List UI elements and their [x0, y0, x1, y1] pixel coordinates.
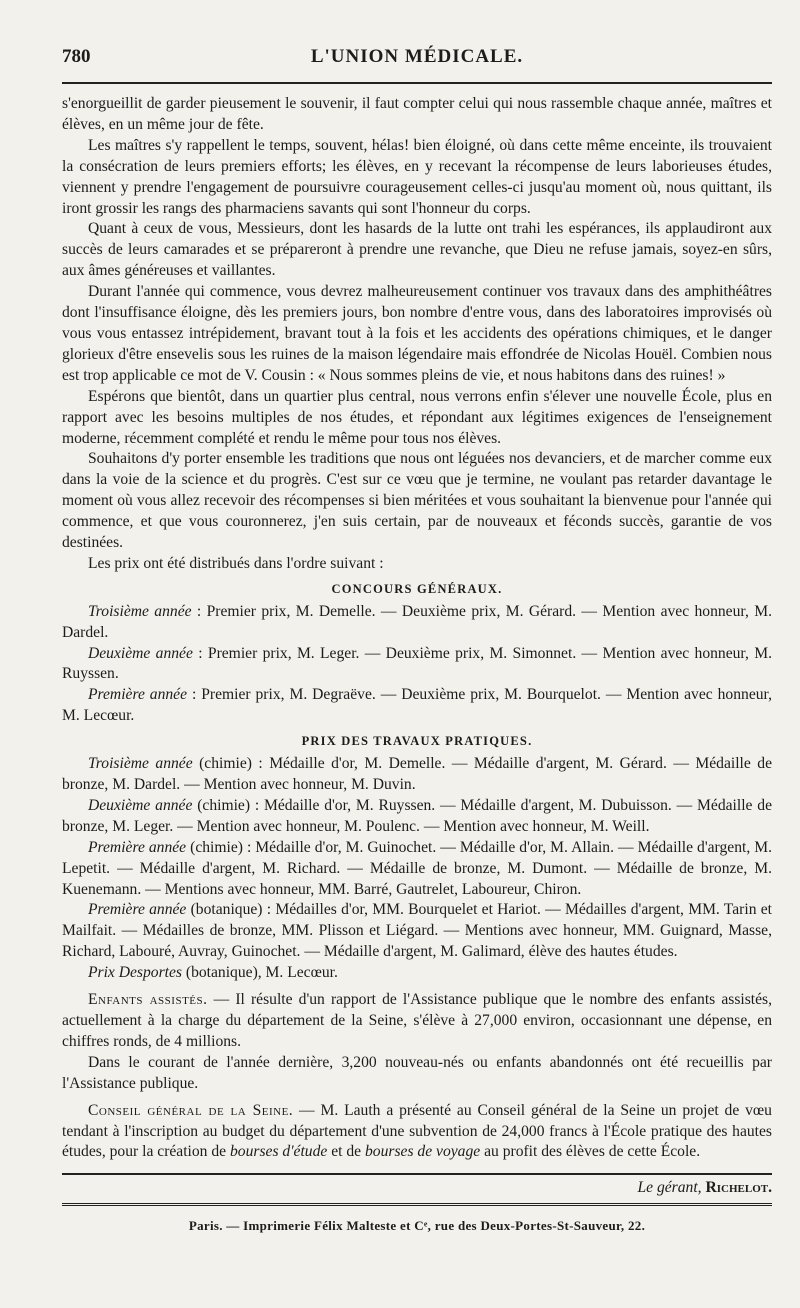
paragraph: Souhaitons d'y porter ensemble les traditions que nous ont léguées nos devanciers, et de marcher comme eux dans la voie de la science et du progrès. C'est sur ce vœu que je termine, ne voulant pas retarder davantage le moment où vous allez recevoir des récompenses si bien méritées et vous souhaitant la bienvenue pour l'année qui commence, et que vous couronnerez, j'en suis certain, par de nouveaux et féconds succès, garantie de vos destinées. — [62, 450, 772, 552]
paragraph: Espérons que bientôt, dans un quartier plus central, nous verrons enfin s'élever une nouvelle École, plus en rapport avec les besoins multiples de nos études, et répondant aux légitimes exigences de l'enseignement moderne, récemment complété et rendu le même pour tous nos élèves. — [62, 387, 772, 447]
news-lead: Conseil général de la Seine. — [88, 1101, 294, 1119]
paragraph: Les prix ont été distribués dans l'ordre suivant : — [88, 554, 384, 572]
section-heading-travaux: PRIX DES TRAVAUX PRATIQUES. — [301, 734, 533, 749]
prize-text: (botanique), M. Lecœur. — [181, 964, 338, 982]
prize-entry — [62, 900, 772, 963]
header-rule — [62, 82, 772, 84]
prize-entry — [62, 754, 772, 796]
paragraph: Durant l'année qui commence, vous devrez malheureusement continuer vos travaux dans des amphithéâtres dont l'insuffisance éloigne, dès les premiers jours, bon nombre d'entre vous, dans des laboratoires improvisés où vous vous entassez intrépidement, bravant tout à la fois et les accidents des opérations chimiques, et le danger glorieux d'être ensevelis sous les ruines de la maison légendaire mais effondrée de Nicolas Houël. Combien nous est trop applicable ce mot de V. Cousin : « Nous sommes pleins de vie, et nous habitons dans des ruines! » — [62, 283, 772, 384]
news-text: et de — [327, 1143, 365, 1161]
running-title: L'UNION MÉDICALE. — [310, 46, 524, 67]
news-text: — M. Lauth a présenté au Conseil général de la Seine un projet de vœu tendant à l'inscription au budget du département d'une subvention de 24,000 francs à l'École pratique des hautes études, pour la création de — [62, 1101, 772, 1161]
prize-year: Première année — [88, 838, 187, 856]
prize-entry — [62, 602, 772, 644]
signature-title: Le gérant, — [637, 1179, 702, 1197]
printer-imprint: Paris. — Imprimerie Félix Malteste et Cᵉ, rue des Deux-Portes-St-Sauveur, 22. — [188, 1218, 646, 1234]
news-item-enfants — [62, 990, 772, 1053]
news-text: — Il résulte d'un rapport de l'Assistance publique que le nombre des enfants assistés, actuellement à la charge du département de la Seine, s'élève à 27,000 environ, occasionnant une dépense, en chiffres ronds, de 4 millions. — [62, 991, 773, 1050]
footer-rule — [62, 1173, 772, 1175]
prize-year: Première année — [88, 686, 188, 704]
prize-text: (chimie) : Médaille d'or, M. Demelle. — Médaille d'argent, M. Gérard. — Médaille de bronze, M. Dardel. — Mention avec honneur, M. Duvin. — [62, 755, 772, 793]
paragraph: Quant à ceux de vous, Messieurs, dont les hasards de la lutte ont trahi les espérances, ils applaudiront aux succès de leurs camarades et se prépareront à prendre une revanche, que Dieu ne refuse jamais, soyez-en sûrs, aux âmes généreuses et vaillantes. — [62, 220, 772, 280]
prize-entry — [62, 796, 772, 838]
prize-entry — [62, 838, 772, 901]
section-heading-concours: CONCOURS GÉNÉRAUX. — [331, 581, 503, 596]
prize-text: (chimie) : Médaille d'or, M. Ruyssen. — Médaille d'argent, M. Dubuisson. — Médaille de bronze, M. Leger. — Mention avec honneur, M. Poulenc. — Mention avec honneur, M. Weill. — [62, 796, 773, 835]
prize-year: Première année — [88, 901, 187, 919]
prize-year: Deuxième année — [88, 644, 193, 662]
paragraph: Les maîtres s'y rappellent le temps, souvent, hélas! bien éloigné, où dans cette même enceinte, ils trouvaient la consécration de leurs premiers efforts; les élèves, en y recevant la récompense de leurs laborieuses études, viennent y prendre l'engagement de poursuivre courageusement celles-ci jusqu'au moment où, nous quittant, ils iront grossir les rangs des pharmaciens savants qui sont l'honneur du corps. — [62, 136, 772, 217]
news-emphasis: bourses d'étude — [230, 1143, 328, 1161]
news-emphasis: bourses de voyage — [365, 1143, 481, 1161]
prize-text: : Premier prix, M. Degraëve. — Deuxième prix, M. Bourquelot. — Mention avec honneur, M. Lecœur. — [62, 686, 772, 725]
news-text: au profit des élèves de cette École. — [480, 1143, 701, 1161]
imprint-rule — [62, 1203, 772, 1208]
prize-text: (chimie) : Médaille d'or, M. Guinochet. — Médaille d'or, M. Allain. — Médaille d'argent, M. Lepetit. — Médaille d'argent, M. Richard. — Médaille de bronze, M. Dumont. — Médaille de bronze, M. Kuenemann. — Mentions avec honneur, MM. Barré, Gautrelet, Laboureur, Chiron. — [62, 838, 772, 898]
prize-entry — [62, 963, 772, 984]
prize-text: (botanique) : Médailles d'or, MM. Bourquelet et Hariot. — Médailles d'argent, MM. Tarin et Mailfait. — Médailles de bronze, MM. Plisson et Liégard. — Mentions avec honneur, MM. Guignard, Masse, Richard, Labouré, Auvray, Guinochet. — Médaille d'argent, M. Galimard, élève des hautes études. — [62, 901, 772, 961]
news-item-conseil — [62, 1101, 772, 1164]
prize-entry — [62, 644, 772, 686]
article-body — [62, 94, 772, 1163]
signature — [62, 1179, 772, 1197]
prize-year: Deuxième année — [88, 796, 193, 814]
prize-text: : Premier prix, M. Demelle. — Deuxième prix, M. Gérard. — Mention avec honneur, M. Dardel. — [62, 602, 772, 641]
signature-name: Richelot. — [705, 1179, 772, 1197]
news-lead: Enfants assistés. — [88, 991, 208, 1009]
prize-text: : Premier prix, M. Leger. — Deuxième prix, M. Simonnet. — Mention avec honneur, M. Ruyssen. — [62, 644, 772, 683]
page-number: 780 — [62, 46, 91, 67]
prize-year: Troisième année — [88, 755, 193, 773]
prize-year: Prix Desportes — [88, 964, 182, 982]
paragraph: s'enorgueillit de garder pieusement le souvenir, il faut compter celui qui nous rassemble chaque année, maîtres et élèves, en un même jour de fête. — [62, 95, 772, 133]
paragraph: Dans le courant de l'année dernière, 3,200 nouveau-nés ou enfants abandonnés ont été recueillis par l'Assistance publique. — [62, 1053, 772, 1092]
prize-entry — [62, 685, 772, 727]
page-header — [62, 46, 772, 76]
prize-year: Troisième année — [88, 602, 192, 620]
